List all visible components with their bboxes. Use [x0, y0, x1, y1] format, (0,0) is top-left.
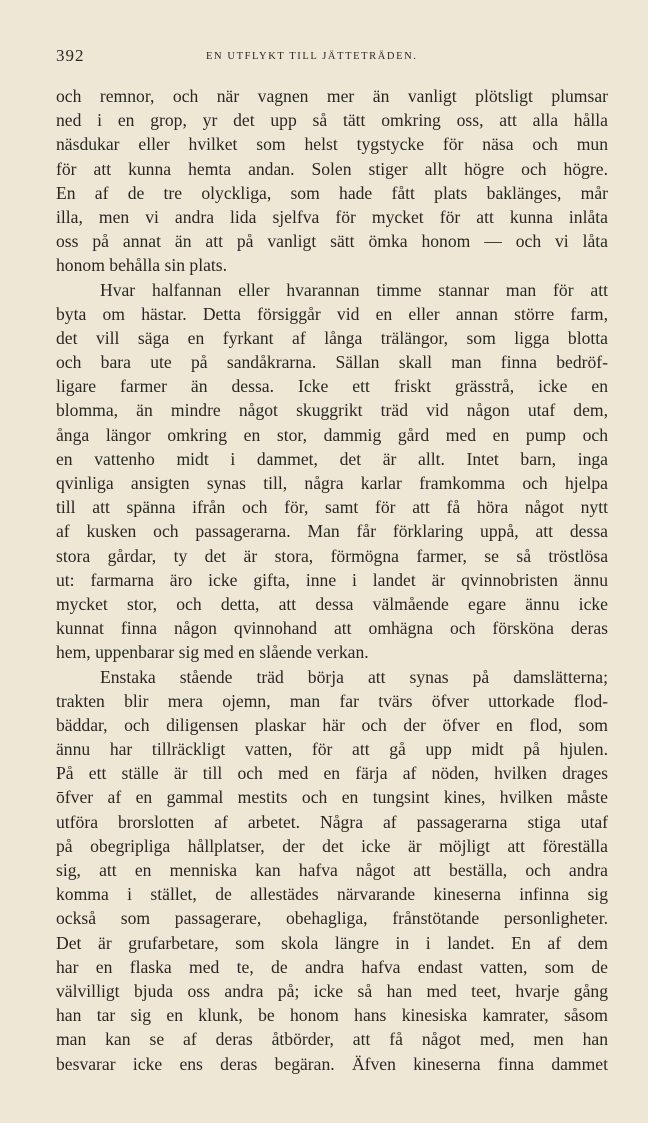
text-line: blomma, än mindre något skuggrikt träd vid någon utaf dem,: [56, 400, 608, 421]
page-number: 392: [56, 46, 85, 65]
text-line: oss på annat än att på vanligt sätt ömka honom — och vi låta: [56, 231, 608, 252]
text-line: också som passagerare, obehagliga, frånstötande personligheter.: [56, 908, 608, 929]
text-line: qvinliga ansigten synas till, några karlar framkomma och hjelpa: [56, 473, 608, 493]
text-line: näsdukar eller hvilket som helst tygstycke för näsa och mun: [56, 134, 608, 155]
text-line: besvarar icke ens deras begäran. Äfven kineserna finna dammet: [56, 1053, 608, 1074]
text-line: ned i en grop, yr det upp så tätt omkring oss, att alla hålla: [56, 110, 608, 131]
text-line: trakten blir mera ojemn, man far tvärs öfver uttorkade flod-: [56, 690, 608, 711]
text-line: mycket stor, och detta, att dessa välmående egare ännu icke: [56, 593, 608, 614]
text-line: ut: farmarna äro icke gifta, inne i landet är qvinnobristen ännu: [56, 569, 608, 590]
text-line: välvilligt bjuda oss andra på; icke så han med teet, hvarje gång: [56, 980, 608, 1001]
text-line: illa, men vi andra lida sjelfva för mycket för att kunna inlåta: [56, 206, 608, 227]
text-line: och bara ute på sandåkrarna. Sällan skall man finna bedröf-: [56, 352, 608, 373]
text-line: har en flaska med te, de andra hafva endast vatten, som de: [56, 956, 608, 977]
text-line: ännu har tillräckligt vatten, för att gå upp midt på hjulen.: [56, 739, 608, 760]
text-line: och remnor, och när vagnen mer än vanligt plötsligt plumsar: [56, 86, 608, 106]
text-line: en vattenho midt i dammet, det är allt. Intet barn, inga: [56, 448, 608, 469]
text-line: det vill säga en fyrkant af långa trälängor, som ligga blotta: [56, 327, 608, 348]
text-line: af kusken och passagerarna. Man får förklaring uppå, att dessa: [56, 521, 608, 542]
text-line: sig, att en menniska kan hafva något att beställa, och andra: [56, 860, 608, 880]
text-line: Hvar halfannan eller hvarannan timme stannar man för att: [100, 279, 608, 300]
text-line: utföra brorslotten af arbetet. Några af passagerarna stiga utaf: [56, 811, 608, 832]
running-title: EN UTFLYKT TILL JÄTTETRÄDEN.: [206, 51, 418, 62]
text-line: på obegripliga hållplatser, der det icke är möjligt att föreställa: [56, 835, 608, 856]
text-line: ōfver af en gammal mestits och en tungsint kines, hvilken måste: [56, 787, 608, 808]
text-line: komma i stället, de allestädes närvarande kineserna infinna sig: [56, 884, 608, 905]
text-line: En af de tre olyckliga, som hade fått plats baklänges, mår: [56, 182, 608, 203]
text-line: bäddar, och diligensen plaskar här och der öfver en flod, som: [56, 714, 608, 735]
text-line: hem, uppenbarar sig med en slående verkan.: [56, 642, 369, 663]
text-line: till att spänna ifrån och för, samt för att få höra något nytt: [56, 497, 608, 518]
text-line: för att kunna hemta andan. Solen stiger allt högre och högre.: [56, 158, 608, 179]
text-line: stora gårdar, ty det är stora, förmögna farmer, se så tröstlösa: [56, 545, 608, 566]
text-line: Enstaka stående träd börja att synas på damslätterna;: [100, 666, 608, 687]
text-line: han tar sig en klunk, be honom hans kinesiska kamrater, såsom: [56, 1005, 608, 1026]
text-line: byta om hästar. Detta försiggår vid en eller annan större farm,: [56, 303, 608, 324]
text-line: man kan se af deras åtbörder, att få något med, men han: [56, 1029, 608, 1050]
text-line: kunnat finna någon qvinnohand att omhägna och försköna deras: [56, 618, 608, 639]
running-head: [56, 46, 608, 70]
body-text: [56, 84, 608, 1076]
text-line: ånga längor omkring en stor, dammig gård med en pump och: [56, 424, 608, 445]
text-line: honom behålla sin plats.: [56, 255, 228, 276]
text-line: På ett ställe är till och med en färja af nöden, hvilken drages: [56, 763, 608, 784]
text-line: Det är grufarbetare, som skola längre in i landet. En af dem: [56, 932, 608, 953]
text-line: ligare farmer än dessa. Icke ett friskt grässtrå, icke en: [56, 376, 608, 397]
